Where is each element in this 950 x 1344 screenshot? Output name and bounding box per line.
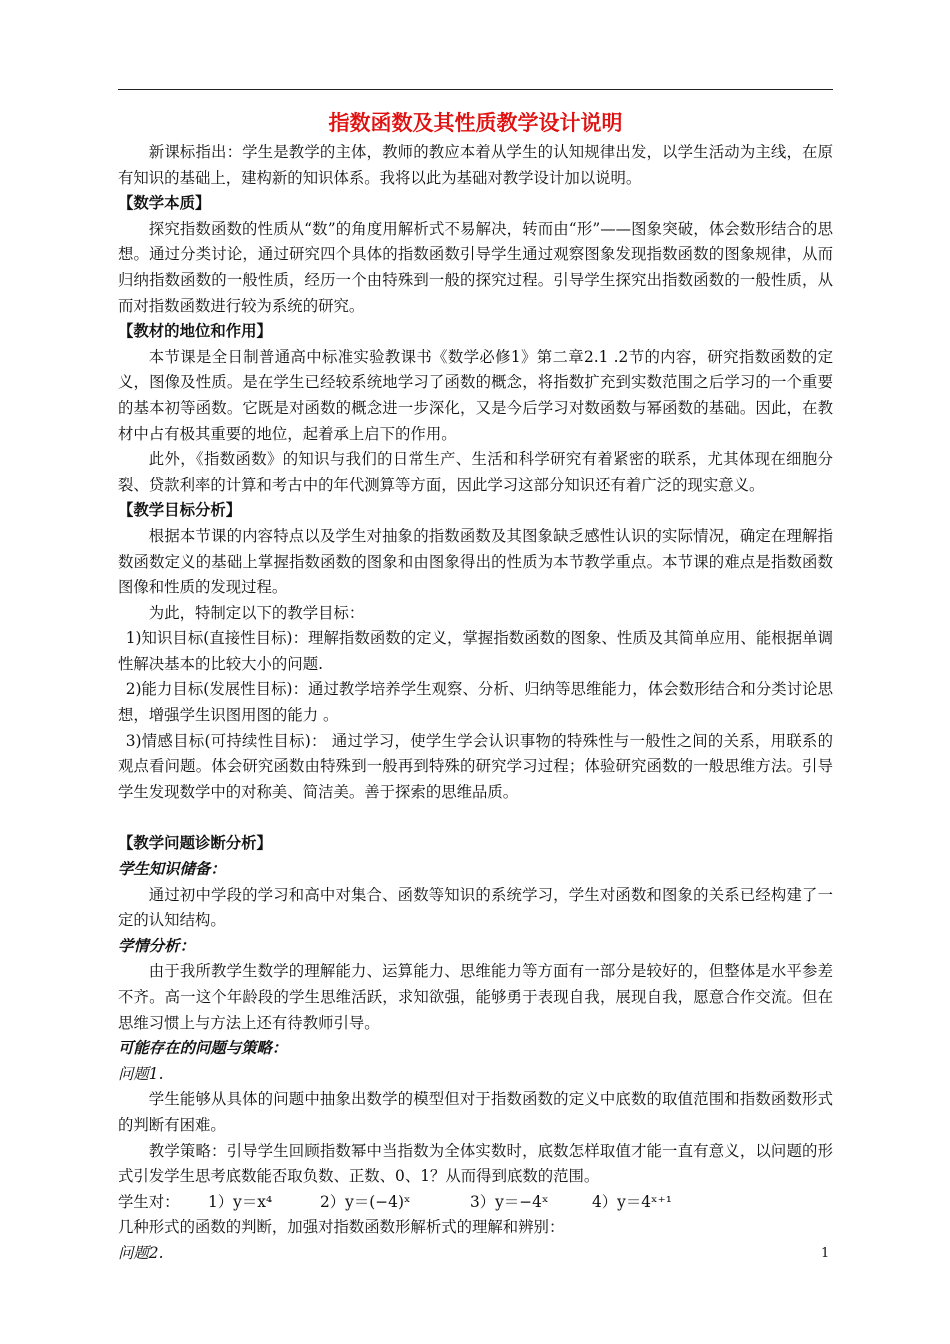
formula-1: 1）y＝x⁴ xyxy=(208,1192,273,1211)
document-body xyxy=(118,108,833,1267)
section-heading-problem-diagnosis: 【教学问题诊断分析】 xyxy=(118,834,272,853)
document-title: 指数函数及其性质教学设计说明 xyxy=(328,110,623,135)
teaching-goals-paragraph-2: 为此，特制定以下的教学目标： xyxy=(148,603,365,622)
subheading-student-analysis: 学情分析： xyxy=(118,936,195,955)
formula-line xyxy=(118,1190,833,1216)
goal-knowledge: 1)知识目标(直接性目标)：理解指数函数的定义，掌握指数函数的图象、性质及其简单应用、能根据单调性解决基本的比较大小的问题. xyxy=(118,629,833,673)
formula-3: 3）y＝−4ˣ xyxy=(470,1192,549,1211)
formula-4: 4）y＝4ˣ⁺¹ xyxy=(592,1192,672,1211)
intro-paragraph: 新课标指出：学生是教学的主体，教师的教应本着从学生的认知规律出发，以学生活动为主线，在原有知识的基础上，建构新的知识体系。我将以此为基础对教学设计加以说明。 xyxy=(118,143,833,187)
goal-ability: 2)能力目标(发展性目标)：通过教学培养学生观察、分析、归纳等思维能力，体会数形结合和分类讨论思想，增强学生识图用图的能力 。 xyxy=(118,680,833,725)
formula-2: 2）y＝(−4)ˣ xyxy=(320,1192,411,1211)
formula-lead: 学生对： xyxy=(118,1192,180,1211)
problem-1-label: 问题1. xyxy=(118,1064,164,1083)
section-heading-math-essence: 【数学本质】 xyxy=(118,194,211,213)
header-rule xyxy=(118,89,833,90)
spacer xyxy=(118,805,833,831)
goal-emotion: 3)情感目标(可持续性目标)： 通过学习，使学生学会认识事物的特殊性与一般性之间的关系，用联系的观点看问题。体会研究函数由特殊到一般再到特殊的研究学习过程；体验研究函数的一般思维方法。引导学生发现数学中的对称美、简洁美。善于探索的思维品质。 xyxy=(118,731,833,801)
teaching-goals-paragraph-1: 根据本节课的内容特点以及学生对抽象的指数函数及其图象缺乏感性认识的实际情况，确定在理解指数函数定义的基础上掌握指数函数的图象和由图象得出的性质为本节教学重点。本节课的难点是指数函数图像和性质的发现过程。 xyxy=(118,526,833,597)
subheading-knowledge-reserve: 学生知识储备： xyxy=(118,860,226,879)
problem-1-strategy: 教学策略：引导学生回顾指数幂中当指数为全体实数时，底数怎样取值才能一直有意义，以问题的形式引发学生思考底数能否取负数、正数、0、1？从而得到底数的范围。 xyxy=(118,1141,833,1186)
textbook-role-paragraph-2: 此外，《指数函数》的知识与我们的日常生产、生活和科学研究有着紧密的联系，尤其体现在细胞分裂、贷款利率的计算和考古中的年代测算等方面，因此学习这部分知识还有着广泛的现实意义。 xyxy=(118,450,833,494)
student-analysis-paragraph: 由于我所教学生数学的理解能力、运算能力、思维能力等方面有一部分是较好的，但整体是水平参差不齐。高一这个年龄段的学生思维活跃，求知欲强，能够勇于表现自我，展现自我，愿意合作交流。但在思维习惯上与方法上还有待教师引导。 xyxy=(118,962,833,1032)
subheading-problems-strategies: 可能存在的问题与策略： xyxy=(118,1039,288,1058)
section-heading-textbook-role: 【教材的地位和作用】 xyxy=(118,322,272,341)
knowledge-reserve-paragraph: 通过初中学段的学习和高中对集合、函数等知识的系统学习，学生对函数和图象的关系已经构建了一定的认知结构。 xyxy=(118,885,833,930)
problem-1-paragraph: 学生能够从具体的问题中抽象出数学的模型但对于指数函数的定义中底数的取值范围和指数函数形式的判断有困难。 xyxy=(118,1090,833,1134)
problem-2-label: 问题2. xyxy=(118,1243,164,1262)
page-number: 1 xyxy=(821,1246,830,1261)
math-essence-paragraph: 探究指数函数的性质从“数”的角度用解析式不易解决，转而由“形”——图象突破，体会数形结合的思想。通过分类讨论，通过研究四个具体的指数函数引导学生通过观察图象发现指数函数的图象规律，从而归纳指数函数的一般性质，经历一个由特殊到一般的探究过程。引导学生探究出指数函数的一般性质，从而对指数函数进行较为系统的研究。 xyxy=(118,219,833,315)
section-heading-teaching-goals: 【教学目标分析】 xyxy=(118,501,242,520)
problem-1-after: 几种形式的函数的判断，加强对指数函数形解析式的理解和辨别： xyxy=(118,1218,565,1237)
textbook-role-paragraph-1: 本节课是全日制普通高中标准实验教课书《数学必修1》第二章2.1 .2节的内容，研究指数函数的定义，图像及性质。是在学生已经较系统地学习了函数的概念，将指数扩充到实数范围之后学习的一个重要的基本初等函数。它既是对函数的概念进一步深化，又是今后学习对数函数与幂函数的基础。因此，在教材中占有极其重要的地位，起着承上启下的作用。 xyxy=(118,347,833,443)
